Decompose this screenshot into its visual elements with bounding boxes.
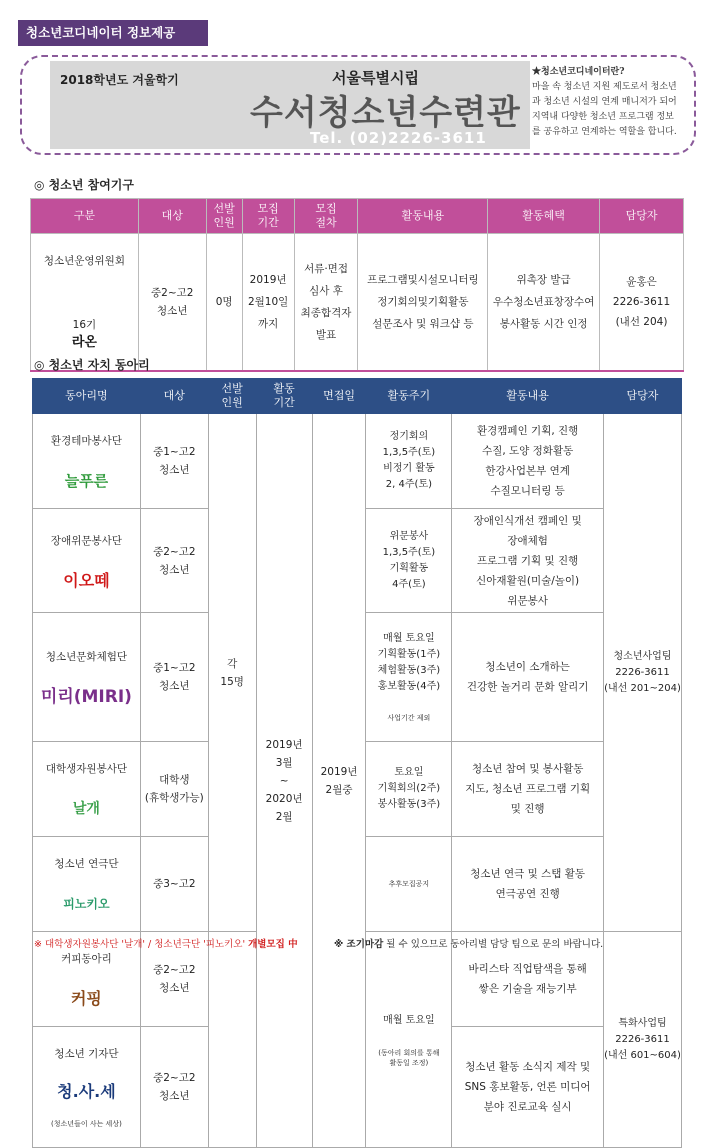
city-label: 서울특별시립 (332, 69, 419, 87)
club-name-cell (33, 613, 141, 742)
club-handle: 커핑 (70, 989, 102, 1008)
footer-right-bold: ※ 조기마감 (334, 939, 384, 950)
footer-note-left (34, 936, 298, 950)
header-interview: 면접일 (312, 379, 366, 414)
banner-panel (50, 61, 530, 149)
club-cycle: 매월 토요일 (383, 1014, 435, 1026)
org-name: 청소년운영위원회 (43, 255, 125, 267)
club-name-cell (33, 414, 141, 509)
coordinator-description (532, 65, 682, 140)
club-handle: 피노키오 (63, 897, 110, 911)
header-contact: 담당자 (604, 379, 682, 414)
footer-right-text: 될 수 있으므로 동아리별 담당 팀으로 문의 바랍니다. (386, 939, 604, 950)
footer-note-right (334, 936, 603, 950)
club-name: 장애위문봉사단 (50, 534, 122, 547)
semester-label: 2018학년도 겨울학기 (60, 73, 179, 87)
info-tag: 청소년코디네이터 정보제공 (18, 20, 208, 46)
activity-cell: 프로그램및시설모니터링 정기회의및기획활동 설문조사 및 워크샵 등 (358, 234, 488, 372)
club-cycle: 위문봉사 1,3,5주(토) 기획활동 4주(토) (366, 509, 452, 613)
shared-count-lower (208, 932, 256, 1148)
club-cycle-note: (동아리 회의를 통해 활동일 조정) (378, 1048, 440, 1067)
club-name: 대학생자원봉사단 (45, 763, 128, 775)
club-name: 청소년 연극단 (54, 858, 119, 870)
club-activity: 청소년 참여 및 봉사활동 지도, 청소년 프로그램 기획 및 진행 (452, 742, 604, 837)
shared-period: 2019년 3월 ~ 2020년 2월 (256, 414, 312, 1148)
club-activity: 바리스타 직업탐색을 통해 쌓은 기술을 재능기부 (452, 932, 604, 1027)
club-cycle-cell (366, 932, 452, 1148)
header-period: 활동 기간 (256, 379, 312, 414)
org-cell (31, 234, 139, 372)
header-club-name: 동아리명 (33, 379, 141, 414)
header-period: 모집 기간 (242, 199, 294, 234)
institution-name: 수서청소년수련관 (250, 93, 521, 133)
procedure-cell: 서류·면접 심사 후 최종합격자 발표 (294, 234, 358, 372)
header-procedure: 모집 절차 (294, 199, 358, 234)
club-handle: 청.사.세 (57, 1082, 116, 1101)
club-handle: 날개 (72, 801, 100, 817)
club-activity: 장애인식개선 캠페인 및 장애체험 프로그램 기획 및 진행 신아재활원(미술/놀이) 위문봉사 (452, 509, 604, 613)
header-category: 구분 (31, 199, 139, 234)
club-cycle-note: 사업기간 제외 (387, 714, 431, 722)
coordinator-text: 마을 속 청소년 지원 제도로서 청소년과 청소년 시설의 연계 매니저가 되어 지역내 다양한 청소년 프로그램 정보를 공유하고 연계하는 역할을 합니다. (532, 82, 677, 137)
table-row (31, 234, 684, 372)
contact-team-a: 청소년사업팀 2226-3611 (내선 201~204) (604, 414, 682, 932)
footer-left-prefix: ※ 대학생자원봉사단 '날개' / 청소년극단 '피노키오' (34, 939, 246, 950)
org-handle: 라온 (71, 335, 97, 350)
club-handle-note: (청소년들이 사는 세상) (51, 1120, 122, 1128)
section1-title: ◎ 청소년 참여기구 (34, 178, 134, 192)
header-activity: 활동내용 (358, 199, 488, 234)
header-count: 선발 인원 (208, 379, 256, 414)
club-target: 중2~고2 청소년 (140, 932, 208, 1027)
header-benefit: 활동혜택 (488, 199, 600, 234)
club-name-cell (33, 509, 141, 613)
footer-left-bold: 개별모집 中 (248, 939, 298, 950)
benefit-cell: 위촉장 발급 우수청소년표창장수여 봉사활동 시간 인정 (488, 234, 600, 372)
phone-number: Tel. (02)2226-3611 (310, 129, 487, 147)
contact-team-b: 특화사업팀 2226-3611 (내선 601~604) (604, 932, 682, 1148)
club-table (32, 378, 682, 1148)
count-cell: 0명 (206, 234, 242, 372)
coordinator-heading: ★청소년코디네이터란? (532, 67, 625, 77)
period-cell: 2019년 2월10일 까지 (242, 234, 294, 372)
club-activity: 환경캠페인 기획, 진행 수질, 도양 정화활동 한강사업본부 연계 수질모니터링 등 (452, 414, 604, 509)
club-activity: 청소년 연극 및 스탭 활동 연극공연 진행 (452, 837, 604, 932)
club-name-cell (33, 1027, 141, 1148)
club-name-cell (33, 742, 141, 837)
club-name: 환경테마봉사단 (50, 435, 122, 447)
institution-banner (20, 55, 696, 155)
target-cell: 중2~고2 청소년 (138, 234, 206, 372)
participation-table (30, 198, 684, 372)
club-target: 대학생 (휴학생가능) (140, 742, 208, 837)
club-cycle: 토요일 기획회의(2주) 봉사활동(3주) (366, 742, 452, 837)
club-handle: 이오떼 (63, 570, 110, 590)
club-activity: 청소년 활동 소식지 제작 및 SNS 홍보활동, 언론 미디어 분야 진로교육 실시 (452, 1027, 604, 1148)
club-handle: 미리(MIRI) (40, 687, 132, 707)
club-name-cell (33, 837, 141, 932)
org-generation-line (31, 298, 138, 352)
club-handle: 늘푸른 (64, 472, 109, 490)
header-activity: 활동내용 (452, 379, 604, 414)
shared-interview: 2019년 2월중 (312, 414, 366, 1148)
header-target: 대상 (138, 199, 206, 234)
header-cycle: 활동주기 (366, 379, 452, 414)
header-count: 선발 인원 (206, 199, 242, 234)
club-cycle: 매월 토요일 기획활동(1주) 체험활동(3주) 홍보활동(4주) (377, 633, 441, 692)
club-cycle-cell (366, 613, 452, 742)
header-contact: 담당자 (600, 199, 684, 234)
club-target: 중2~고2 청소년 (140, 1027, 208, 1148)
club-cycle: 정기회의 1,3,5주(토) 비정기 활동 2, 4주(토) (366, 414, 452, 509)
section2-title: ◎ 청소년 자치 동아리 (34, 358, 150, 372)
club-cycle: 추후모집공지 (366, 837, 452, 932)
table-header-row (33, 379, 682, 414)
club-name: 청소년문화체험단 (45, 651, 128, 663)
shared-count: 각 15명 (208, 414, 256, 932)
club-name: 청소년 기자단 (54, 1048, 119, 1060)
contact-cell: 윤홍은 2226-3611 (내선 204) (600, 234, 684, 372)
club-activity: 청소년이 소개하는 건강한 놀거리 문화 알리기 (452, 613, 604, 742)
club-target: 중1~고2 청소년 (140, 613, 208, 742)
org-generation: 16기 (72, 319, 97, 331)
table-row (33, 414, 682, 509)
table-header-row (31, 199, 684, 234)
header-target: 대상 (140, 379, 208, 414)
club-target: 중1~고2 청소년 (140, 414, 208, 509)
club-name: 커피동아리 (61, 953, 112, 965)
club-target: 중2~고2 청소년 (140, 509, 208, 613)
club-target: 중3~고2 (140, 837, 208, 932)
